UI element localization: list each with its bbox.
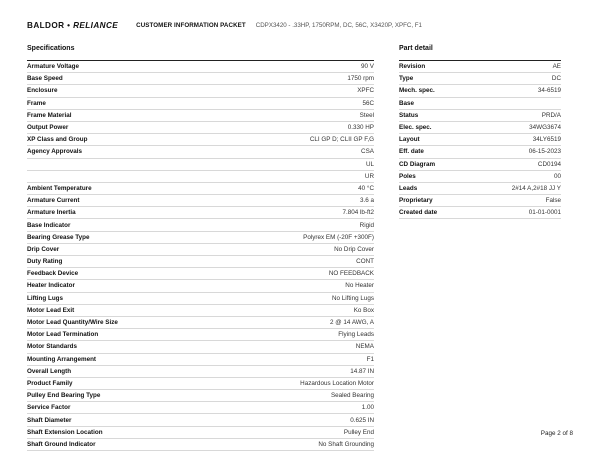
spec-row	[27, 61, 374, 73]
document-subtitle: CDPX3420 - .33HP, 1750RPM, DC, 56C, X3420P, XPFC, F1	[255, 21, 422, 29]
spec-row	[27, 183, 374, 195]
row-value: CD0194	[537, 160, 561, 168]
spec-row	[27, 268, 374, 280]
spec-row	[27, 378, 374, 390]
spec-row	[27, 171, 374, 183]
row-label: Poles	[399, 172, 416, 180]
row-label: Motor Lead Exit	[27, 306, 75, 314]
spec-row	[27, 427, 374, 439]
row-value: 1.00	[361, 404, 374, 412]
row-value: Pulley End	[343, 428, 374, 436]
row-label: Armature Voltage	[27, 63, 80, 71]
part-detail-row	[399, 61, 561, 73]
row-value: 01-01-0001	[528, 209, 561, 217]
row-label: Leads	[399, 184, 418, 192]
part-detail-heading: Part detail	[399, 45, 433, 52]
row-label: Service Factor	[27, 404, 71, 412]
spec-row	[27, 354, 374, 366]
row-value: Flying Leads	[338, 331, 374, 339]
row-label: Lifting Lugs	[27, 294, 64, 302]
spec-row	[27, 232, 374, 244]
row-value: 06-15-2023	[528, 148, 561, 156]
row-label: Created date	[399, 209, 438, 217]
part-detail-row	[399, 134, 561, 146]
row-label: Mounting Arrangement	[27, 355, 97, 363]
row-value: 14.87 IN	[350, 367, 374, 375]
part-detail-table	[399, 60, 561, 219]
spec-row	[27, 402, 374, 414]
row-value: Polyrex EM (-20F +300F)	[303, 233, 374, 241]
page-header	[27, 18, 422, 32]
row-label: Armature Current	[27, 197, 80, 205]
row-value: CLI GP D; CLII GP F,G	[309, 136, 374, 144]
row-value: 0.330 HP	[347, 124, 374, 132]
spec-row	[27, 207, 374, 219]
logo-separator: •	[67, 20, 71, 30]
page-number: Page 2 of 8	[540, 430, 573, 437]
row-label: Shaft Ground Indicator	[27, 440, 96, 448]
row-value: UL	[365, 160, 374, 168]
part-detail-row	[399, 110, 561, 122]
row-value: Ko Box	[353, 306, 374, 314]
row-value: 90 V	[361, 63, 374, 71]
spec-row	[27, 98, 374, 110]
row-value: 34-6519	[537, 87, 561, 95]
spec-row	[27, 73, 374, 85]
logo-brand-text: BALDOR	[27, 20, 65, 30]
row-value: 34WG3674	[529, 124, 561, 132]
part-detail-row	[399, 146, 561, 158]
row-label: Revision	[399, 63, 426, 71]
document-title: CUSTOMER INFORMATION PACKET	[136, 21, 246, 29]
row-label: XP Class and Group	[27, 136, 88, 144]
part-detail-row	[399, 207, 561, 219]
row-label: Proprietary	[399, 197, 433, 205]
brand-logo	[27, 21, 118, 30]
spec-row	[27, 195, 374, 207]
row-value: 1750 rpm	[347, 75, 374, 83]
row-value: No Shaft Grounding	[318, 440, 374, 448]
part-detail-row	[399, 73, 561, 85]
spec-row	[27, 85, 374, 97]
logo-sub-text: RELIANCE	[73, 20, 119, 30]
row-value: F1	[366, 355, 374, 363]
row-value: 00	[553, 172, 561, 180]
row-label: Motor Lead Quantity/Wire Size	[27, 319, 118, 327]
row-label: Enclosure	[27, 87, 58, 95]
row-value: 7.804 lb-ft2	[342, 209, 374, 217]
row-label: Heater Indicator	[27, 282, 75, 290]
row-value: 40 °C	[358, 184, 374, 192]
row-label: Drip Cover	[27, 245, 60, 253]
row-label: Shaft Diameter	[27, 416, 72, 424]
row-label: Duty Rating	[27, 258, 63, 266]
row-label: Agency Approvals	[27, 148, 83, 156]
spec-row	[27, 439, 374, 451]
row-label: Feedback Device	[27, 270, 79, 278]
row-value: No Heater	[345, 282, 374, 290]
row-value: Hazardous Location Motor	[300, 379, 374, 387]
row-value: Sealed Bearing	[330, 392, 374, 400]
part-detail-row	[399, 122, 561, 134]
row-value: NEMA	[355, 343, 374, 351]
row-label: Output Power	[27, 124, 69, 132]
row-value: NO FEEDBACK	[328, 270, 374, 278]
row-value: 34LY6519	[532, 136, 561, 144]
part-detail-row	[399, 183, 561, 195]
row-value: False	[545, 197, 561, 205]
specifications-table	[27, 60, 374, 451]
row-label: Pulley End Bearing Type	[27, 392, 101, 400]
row-label: Bearing Grease Type	[27, 233, 90, 241]
row-label: Product Family	[27, 379, 73, 387]
row-value: DC	[551, 75, 561, 83]
specifications-heading: Specifications	[27, 45, 75, 52]
row-label: Frame	[27, 99, 46, 107]
spec-row	[27, 146, 374, 158]
row-label: Base Speed	[27, 75, 63, 83]
spec-row	[27, 256, 374, 268]
row-label: Ambient Temperature	[27, 184, 92, 192]
row-label: Type	[399, 75, 414, 83]
spec-row	[27, 134, 374, 146]
row-label: Base Indicator	[27, 221, 71, 229]
row-value: 2#14 A,2#18 JJ Y	[511, 184, 561, 192]
row-value: No Drip Cover	[334, 245, 374, 253]
part-detail-row	[399, 98, 561, 110]
row-label: Shaft Extension Location	[27, 428, 103, 436]
row-label: Mech. spec.	[399, 87, 435, 95]
spec-row	[27, 293, 374, 305]
row-value: Steel	[359, 111, 374, 119]
row-value: Rigid	[359, 221, 374, 229]
row-label: CD Diagram	[399, 160, 436, 168]
part-detail-row	[399, 171, 561, 183]
row-value: PRD/A	[541, 111, 561, 119]
spec-row	[27, 390, 374, 402]
row-label: Status	[399, 111, 419, 119]
row-label: Armature Inertia	[27, 209, 76, 217]
row-label: Elec. spec.	[399, 124, 432, 132]
row-label: Frame Material	[27, 111, 72, 119]
spec-row	[27, 414, 374, 426]
row-label: Base	[399, 99, 415, 107]
part-detail-row	[399, 85, 561, 97]
spec-row	[27, 341, 374, 353]
spec-row	[27, 244, 374, 256]
spec-row	[27, 110, 374, 122]
row-label: Motor Standards	[27, 343, 78, 351]
row-value: 56C	[362, 99, 374, 107]
row-value: 2 @ 14 AWG, A	[330, 319, 374, 327]
row-value: No Lifting Lugs	[331, 294, 374, 302]
row-value: CSA	[361, 148, 374, 156]
spec-row	[27, 317, 374, 329]
row-label: Overall Length	[27, 367, 72, 375]
row-value: 0.625 IN	[350, 416, 374, 424]
spec-row	[27, 159, 374, 171]
part-detail-row	[399, 195, 561, 207]
spec-row	[27, 366, 374, 378]
row-label: Motor Lead Termination	[27, 331, 99, 339]
row-value: CONT	[356, 258, 374, 266]
row-value: 3.6 a	[359, 197, 374, 205]
row-value: XPFC	[357, 87, 374, 95]
row-value: UR	[364, 172, 374, 180]
part-detail-row	[399, 159, 561, 171]
row-label: Layout	[399, 136, 420, 144]
spec-row	[27, 305, 374, 317]
spec-row	[27, 122, 374, 134]
row-value: AE	[552, 63, 561, 71]
spec-row	[27, 280, 374, 292]
row-label: Eff. date	[399, 148, 424, 156]
spec-row	[27, 219, 374, 231]
spec-row	[27, 329, 374, 341]
